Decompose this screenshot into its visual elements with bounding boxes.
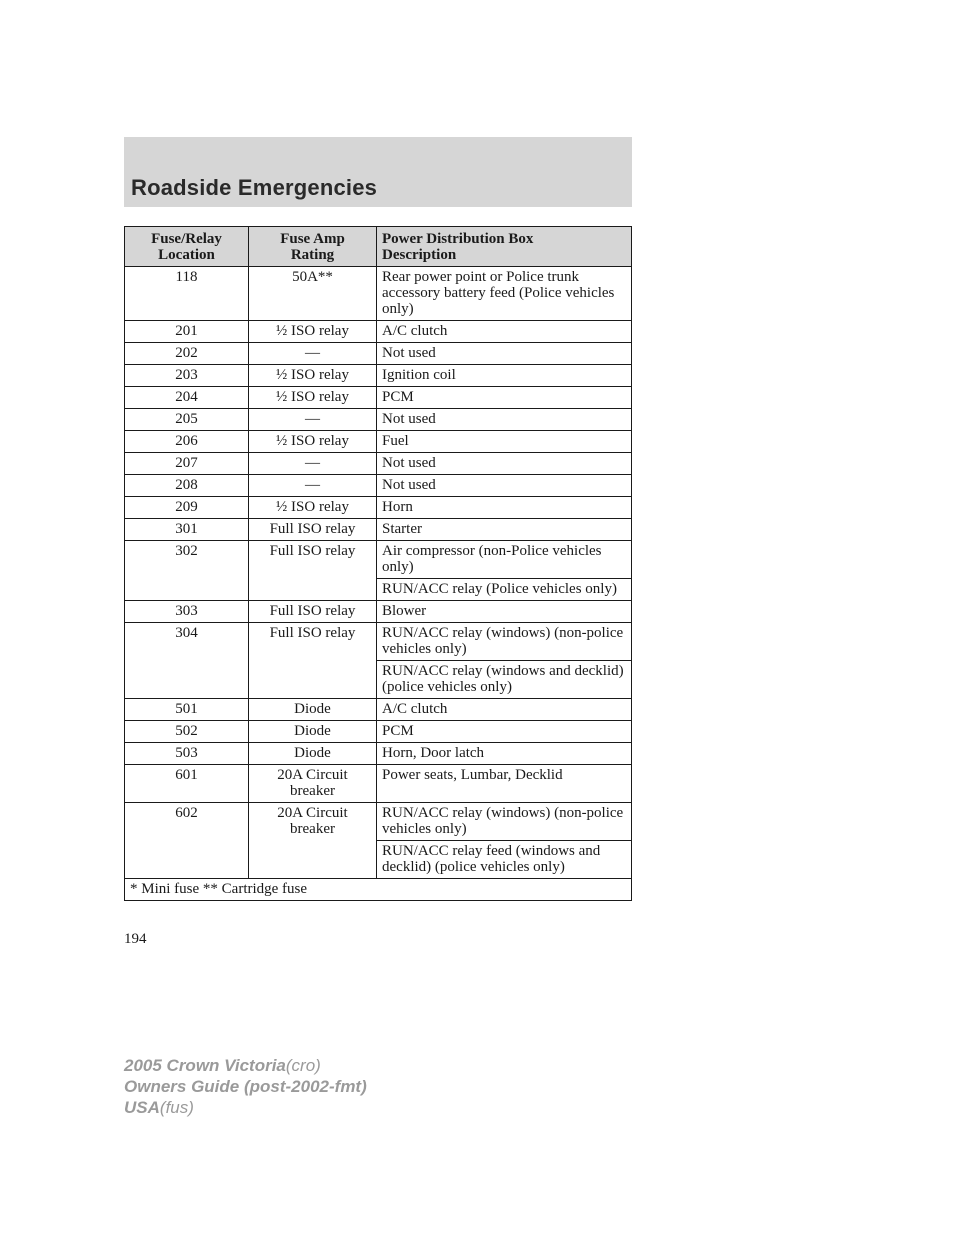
cell-location: 201: [125, 321, 249, 343]
cell-location: 208: [125, 475, 249, 497]
fuse-table: [124, 226, 632, 901]
cell-description: Not used: [377, 475, 632, 497]
cell-description: Air compressor (non-Police vehicles only): [377, 541, 632, 579]
section-title: Roadside Emergencies: [131, 175, 378, 200]
footer-line-2: Owners Guide (post-2002-fmt): [124, 1077, 367, 1096]
cell-rating: Diode: [249, 743, 377, 765]
cell-location: 118: [125, 267, 249, 321]
cell-description: RUN/ACC relay (windows) (non-police vehicles only): [377, 803, 632, 841]
cell-rating: Diode: [249, 699, 377, 721]
cell-rating: 50A**: [249, 267, 377, 321]
cell-description: PCM: [377, 387, 632, 409]
table-row: [125, 623, 632, 661]
table-header-row: [125, 227, 632, 267]
cell-description: Not used: [377, 453, 632, 475]
cell-location: 209: [125, 497, 249, 519]
cell-description: Not used: [377, 343, 632, 365]
cell-description: A/C clutch: [377, 699, 632, 721]
cell-description: Horn: [377, 497, 632, 519]
table-row: [125, 365, 632, 387]
table-row: [125, 387, 632, 409]
cell-description: RUN/ACC relay feed (windows and decklid) (police vehicles only): [377, 841, 632, 879]
cell-description: Starter: [377, 519, 632, 541]
cell-location: 602: [125, 803, 249, 879]
cell-description: Fuel: [377, 431, 632, 453]
table-row: [125, 765, 632, 803]
cell-description: Power seats, Lumbar, Decklid: [377, 765, 632, 803]
table-footnote-row: [125, 879, 632, 901]
cell-location: 207: [125, 453, 249, 475]
table-row: [125, 453, 632, 475]
cell-location: 304: [125, 623, 249, 699]
cell-rating: ½ ISO relay: [249, 321, 377, 343]
cell-location: 206: [125, 431, 249, 453]
cell-rating: Full ISO relay: [249, 541, 377, 601]
table-row: [125, 541, 632, 579]
cell-description: Rear power point or Police trunk accessory battery feed (Police vehicles only): [377, 267, 632, 321]
table-row: [125, 721, 632, 743]
footer-line-1: 2005 Crown Victoria(cro): [124, 1056, 321, 1075]
section-header-band: [124, 137, 632, 207]
cell-description: Blower: [377, 601, 632, 623]
cell-location: 301: [125, 519, 249, 541]
cell-location: 601: [125, 765, 249, 803]
cell-rating: —: [249, 475, 377, 497]
cell-rating: 20A Circuit breaker: [249, 765, 377, 803]
cell-description: RUN/ACC relay (windows) (non-police vehicles only): [377, 623, 632, 661]
cell-description: RUN/ACC relay (windows and decklid) (police vehicles only): [377, 661, 632, 699]
table-row: [125, 343, 632, 365]
cell-description: Ignition coil: [377, 365, 632, 387]
cell-location: 501: [125, 699, 249, 721]
cell-location: 205: [125, 409, 249, 431]
cell-location: 503: [125, 743, 249, 765]
table-row: [125, 803, 632, 841]
table-row: [125, 497, 632, 519]
cell-rating: Diode: [249, 721, 377, 743]
cell-rating: 20A Circuit breaker: [249, 803, 377, 879]
cell-location: 204: [125, 387, 249, 409]
cell-rating: —: [249, 343, 377, 365]
table-row: [125, 321, 632, 343]
cell-rating: —: [249, 409, 377, 431]
cell-rating: —: [249, 453, 377, 475]
cell-rating: Full ISO relay: [249, 519, 377, 541]
table-row: [125, 743, 632, 765]
cell-description: PCM: [377, 721, 632, 743]
cell-rating: ½ ISO relay: [249, 365, 377, 387]
column-header-rating: Fuse Amp Rating: [249, 227, 377, 267]
table-body: [125, 267, 632, 879]
table-row: [125, 699, 632, 721]
cell-location: 303: [125, 601, 249, 623]
cell-rating: ½ ISO relay: [249, 497, 377, 519]
footer-line-3: USA(fus): [124, 1098, 194, 1117]
table-row: [125, 409, 632, 431]
cell-description: A/C clutch: [377, 321, 632, 343]
cell-description: Horn, Door latch: [377, 743, 632, 765]
column-header-description: Power Distribution Box Description: [377, 227, 632, 267]
cell-description: Not used: [377, 409, 632, 431]
cell-description: RUN/ACC relay (Police vehicles only): [377, 579, 632, 601]
page-number: 194: [124, 931, 147, 947]
table-row: [125, 601, 632, 623]
table-footnote: * Mini fuse ** Cartridge fuse: [125, 879, 632, 901]
table-row: [125, 475, 632, 497]
cell-rating: ½ ISO relay: [249, 387, 377, 409]
cell-rating: ½ ISO relay: [249, 431, 377, 453]
cell-location: 502: [125, 721, 249, 743]
cell-rating: Full ISO relay: [249, 601, 377, 623]
table-row: [125, 267, 632, 321]
cell-location: 202: [125, 343, 249, 365]
table-row: [125, 431, 632, 453]
cell-rating: Full ISO relay: [249, 623, 377, 699]
cell-location: 302: [125, 541, 249, 601]
column-header-location: Fuse/Relay Location: [125, 227, 249, 267]
table-row: [125, 519, 632, 541]
cell-location: 203: [125, 365, 249, 387]
document-footer: [124, 1055, 367, 1118]
